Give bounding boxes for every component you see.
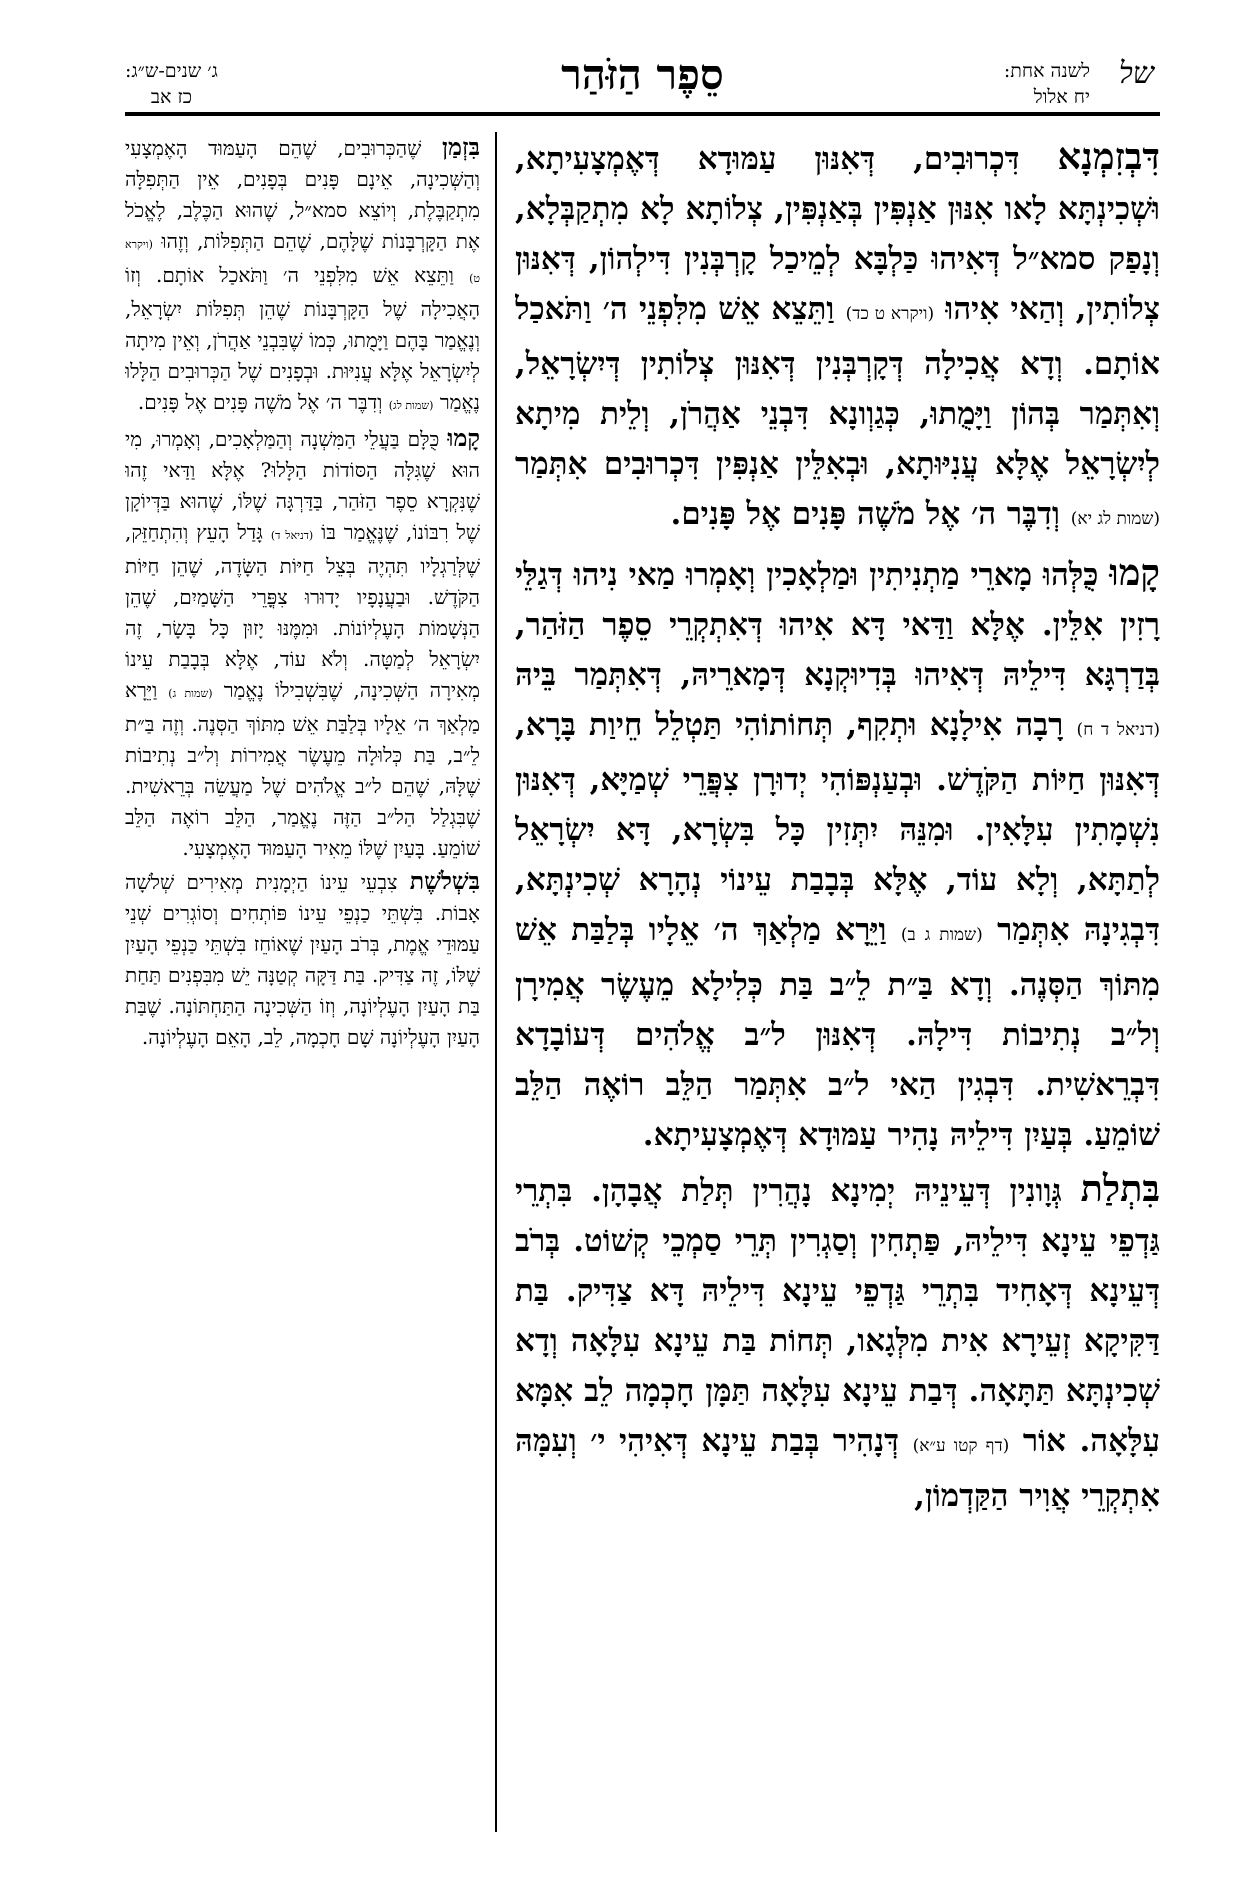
header-three-year-schedule — [125, 58, 218, 110]
side-p1-text-2: וַתֵּצֵא אֵשׁ מִלִּפְנֵי ה׳ וַתֹּאכַל אוֹתָם. וְזוֹ הָאֲכִילָה שֶׁל הַקָּרְבָּנוֹת שֶׁהֵן תְּפִלּוֹת יִשְׂרָאֵל, וְנֶאֱמַר בָּהֶם וַיָּמֻתוּ, כְּמוֹ שֶׁבִּבְנֵי אַהֲרֹן, וְאֵין מִיתָה לְיִשְׂרָאֵל אֶלָּא עֲנִיּוּת. וּבְפָנִים שֶׁל הַכְּרוּבִים הַלָּלוּ נֶאֱמַר — [125, 263, 480, 414]
header-divider — [125, 112, 1160, 116]
main-p2-citation-1: (דניאל ד ח) — [1076, 720, 1160, 740]
side-p2-citation-1: (דניאל ד) — [270, 529, 314, 542]
side-p2-text-2: גָּדַל הָעֵץ וְהִתְחַזֵּק, שֶׁלְּרַגְלָיו תִּהְיֶה בְּצֵל חַיּוֹת הַשָּׂדֶה, שֶׁהֵן חַיּוֹת הַקֹּדֶשׁ. וּבַעֲנָפָיו יָדוּרוּ צִפֳּרֵי הַשָּׁמַיִם, שֶׁהֵן הַנְּשָׁמוֹת הָעֶלְיוֹנוֹת. וּמִמֶּנּוּ יָזוּן כָּל בָּשָׂר, זֶה יִשְׂרָאֵל לְמַטָּה. וְלֹא עוֹד, אֶלָּא בְּבָבַת עֵינוֹ מְאִירָה הַשְּׁכִינָה, שֶׁבִּשְׁבִילוֹ נֶאֱמַר — [125, 520, 480, 702]
main-paragraph-3 — [515, 1164, 1160, 1521]
side-p2-text: כֻּלָּם בַּעֲלֵי הַמִּשְׁנָה וְהַמַּלְאָכִים, וְאָמְרוּ, מִי הוּא שֶׁגִּלָּה הַסּוֹדוֹת הַלָּלוּ? אֶלָּא וַדַּאי זֶהוּ שֶׁנִּקְרָא סֵפֶר הַזֹּהַר, בַּדַּרְגָּה שֶׁלּוֹ, שֶׁהוּא בַּדְּיוֹקָן שֶׁל רִבּוֹנוֹ, שֶׁנֶּאֱמַר בּוֹ — [125, 427, 480, 544]
side-paragraph-1 — [125, 132, 480, 421]
main-p2-opening-word: קָמוּ — [1109, 551, 1160, 594]
main-p3-page-ref: (דף קטו ע״א) — [912, 1436, 1010, 1456]
main-p2-text-2: רָבָה אִילָנָא וּתְקִף, תְּחוֹתוֹהִי תַּטְלֵל חֵיוַת בָּרָא, דְּאִנּוּן חַיּוֹת הַקֹּדֶשׁ. וּבְעַנְפּוֹהִי יְדוּרָן צִפֲּרֵי שְׁמַיָּא, דְּאִנּוּן נִשְׁמָתִין עִלָּאִין. וּמִנֵּהּ יִתְּזִין כָּל בִּשְׂרָא, דָּא יִשְׂרָאֵל לְתַתָּא, וְלָא עוֹד, אֶלָּא בְּבָבַת עֵינוֹי נְהָרָא שְׁכִינְתָּא, דִּבְגִינָהּ אִתְּמַר — [515, 707, 1160, 948]
main-p3-opening-word: בִּתְלַת — [1080, 1167, 1160, 1210]
main-p2-citation-2: (שמות ג ב) — [900, 925, 983, 945]
main-p1-citation-1: (ויקרא ט כד) — [845, 304, 935, 324]
side-p1-opening-word: בִּזְמַן — [442, 133, 480, 161]
main-paragraph-1 — [515, 132, 1160, 544]
side-paragraph-3 — [125, 866, 480, 1053]
side-paragraph-2 — [125, 423, 480, 864]
side-p1-citation-2: (שמות לג) — [388, 399, 434, 412]
header-shel-label: של — [1118, 56, 1154, 91]
header-yearly-label: לשנה אחת: — [1003, 60, 1090, 82]
main-paragraph-2 — [515, 548, 1160, 1160]
side-p3-opening-word: בִּשְׁלֹשֶׁת — [409, 867, 480, 895]
side-p1-text: שֶׁהַכְּרוּבִים, שֶׁהֵם הָעַמּוּד הָאֶמְצָעִי וְהַשְּׁכִינָה, אֵינָם פָּנִים בְּפָנִים, אֵין הַתְּפִלָּה מִתְקַבֶּלֶת, וְיוֹצֵא סמא״ל, שֶׁהוּא הַכֶּלֶב, לֶאֱכֹל אֶת הַקָּרְבָּנוֹת שֶׁלָּהֶם, שֶׁהֵם הַתְּפִלּוֹת, וְזֶהוּ — [125, 136, 480, 253]
hebrew-translation-column — [125, 132, 480, 1832]
header-three-year-label: ג׳ שנים-ש״ג: — [125, 60, 218, 82]
side-p1-citation-1: (ויקרא ט) — [125, 238, 480, 285]
main-p1-citation-2: (שמות לג יא) — [1070, 509, 1160, 529]
main-p1-text-2: וַתֵּצֵא אֵשׁ מִלִּפְנֵי ה׳ וַתֹּאכַל אוֹתָם. וְדָא אֲכִילָה דְּקָרְבְּנִין דְּאִנּוּן צְלוֹתִין דְּיִשְׂרָאֵל, וְאִתְּמַר בְּהוֹן וַיָּמֻתוּ, כְּגַוְונָא דִּבְנֵי אַהֲרֹן, וְלֵית מִיתָא לְיִשְׂרָאֵל אֶלָּא עֲנִיּוּתָא, וּבְאִלֵּין אַנְפִּין דִּכְרוּבִים אִתְּמַר — [515, 291, 1160, 482]
main-p3-text: גְּוָונִין דְּעֵינֵיהּ יְמִינָא נָהֲרִין תְּלַת אֲבָהָן. בִּתְרֵי גַּדְפֵי עֵינָא דִּילֵיהּ, פַּתְחִין וְסַגְרִין תְּרֵי סַמְכֵי קְשׁוֹט. בְּרֹב דְּעֵינָא דְּאָחִיד בִּתְרֵי גַּדְפֵי עֵינָא דִּילֵיהּ דָּא צַדִּיק. בַּת דַּקִּיקָא זְעֵירָא אִית מִלְּגָאו, תְּחוֹת בַּת עֵינָא עִלָּאָה וְדָא שְׁכִינְתָּא תַּתָּאָה. דְּבַת עֵינָא עִלָּאָה תַּמָּן חָכְמָה לֵב אִמָּא עִלָּאָה. אוֹר — [515, 1173, 1160, 1459]
header-yearly-date: יח אלול — [1033, 86, 1090, 108]
main-p1-text: דִּכְרוּבִים, דְּאִנּוּן עַמּוּדָא דְּאֶמְצָעִיתָא, וּשְׁכִינְתָּא לָאו אִנּוּן אַנְפִּין בְּאַנְפִּין, צְלוֹתָא לָא מִתְקַבְּלָא, וְנָפַק סמא״ל דְּאִיהוּ כַּלְבָּא לְמֵיכַל קָרְבְּנִין דִּילְהוֹן, דְּאִנּוּן צְלוֹתִין, וְהַאי אִיהוּ — [515, 141, 1160, 327]
aramaic-main-column — [515, 132, 1160, 1832]
column-divider — [495, 132, 497, 1832]
main-p3-text-2: דְּנָהִיר בְּבַת עֵינָא דְּאִיהִי י׳ וְעִמָּהּ אִתְקְרֵי אֲוִיר הַקַּדְמוֹן, — [515, 1423, 1160, 1514]
side-p2-opening-word: קָמוּ — [447, 424, 480, 452]
main-p2-text: כֻּלְּהוּ מָארֵי מַתְנִיתִין וּמַלְאָכִין וְאָמְרוּ מַאי נִיהוּ דְּגַלֵּי רָזִין אִלֵּין. אֶלָּא וַדַּאי דָּא אִיהוּ דְּאִתְקְרֵי סֵפֶר הַזֹּהַר, בְּדַרְגָּא דִּילֵיהּ דְּאִיהוּ בְּדִיוּקְנָא דְּמָארֵיהּ, דְּאִתְּמַר בֵּיהּ — [515, 557, 1160, 693]
main-p1-opening-word: דִּבְזִמְנָא — [1057, 135, 1160, 178]
side-p2-citation-2: (שמות ג) — [168, 687, 213, 700]
side-p1-text-3: וְדִבֶּר ה׳ אֶל מֹשֶׁה פָּנִים אֶל פָּנִים. — [137, 390, 383, 414]
side-p3-text: צִבְעֵי עֵינוֹ הַיְמָנִית מְאִירִים שְׁלֹשָׁה אָבוֹת. בִּשְׁתֵּי כַנְפֵי עֵינוֹ פּוֹתְחִים וְסוֹגְרִים שְׁנֵי עַמּוּדֵי אֱמֶת, בְּרֹב הָעַיִן שֶׁאוֹחֵז בִּשְׁתֵּי כַּנְפֵי הָעַיִן שֶׁלּוֹ, זֶה צַדִּיק. בַּת דַּקָּה קְטַנָּה יֵשׁ מִבִּפְנִים תַּחַת בַּת הָעַיִן הָעֶלְיוֹנָה, וְזוֹ הַשְּׁכִינָה הַתַּחְתּוֹנָה. שֶׁבַּת הָעַיִן הָעֶלְיוֹנָה שָׁם חָכְמָה, לֵב, הָאֵם הָעֶלְיוֹנָה. — [125, 870, 480, 1049]
header-three-year-date: כז אב — [150, 86, 193, 108]
main-p2-text-3: וַיֵּרָא מַלְאַךְ ה׳ אֵלָיו בְּלַבַּת אֵשׁ מִתּוֹךְ הַסְּנֶה. וְדָא בַּ״ת לֵ״ב בַּת כְּלִילָא מֵעֶשֶׂר אֲמִירָן וְל״ב נְתִיבוֹת דִּילָהּ. דְּאִנּוּן ל״ב אֱלֹהִים דְּעוֹבָדָא דִּבְרֵאשִׁית. דִּבְגִין הַאי ל״ב אִתְּמַר הַלֵּב רוֹאֶה הַלֵּב שׁוֹמֵעַ. בְּעַיִן דִּילֵיהּ נָהִיר עַמּוּדָא דְּאֶמְצָעִיתָא. — [515, 912, 1160, 1153]
main-p1-text-3: וְדִבֶּר ה׳ אֶל מֹשֶׁה פָּנִים אֶל פָּנִים. — [670, 496, 1060, 532]
page-title: סֵפֶר הַזֹּהַר — [561, 50, 724, 99]
side-p2-text-3: וַיֵּרָא מַלְאַךְ ה׳ אֵלָיו בְּלַבַּת אֵשׁ מִתּוֹךְ הַסְּנֶה. וְזֶה בַּ״ת לֵ״ב, בַּת כְּלוּלָה מֵעֶשֶׂר אֲמִירוֹת וְל״ב נְתִיבוֹת שֶׁלָּהּ, שֶׁהֵם ל״ב אֱלֹהִים שֶׁל מַעֲשֵׂה בְּרֵאשִׁית. שֶׁבִּגְלַל הַל״ב הַזֶּה נֶאֱמַר, הַלֵּב רוֹאֶה הַלֵּב שׁוֹמֵעַ. בָּעַיִן שֶׁלּוֹ מֵאִיר הָעַמּוּד הָאֶמְצָעִי. — [125, 678, 480, 860]
